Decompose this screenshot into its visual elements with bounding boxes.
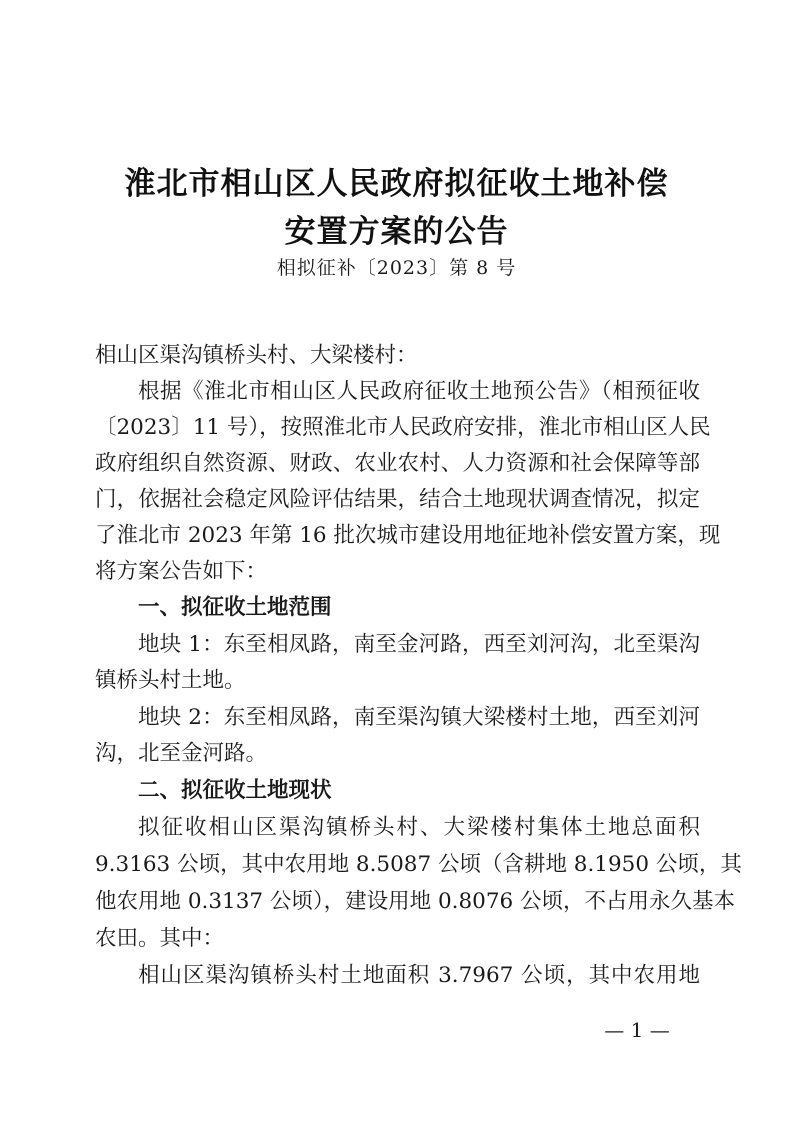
intro-line: 根据《淮北市相山区人民政府征收土地预公告》（相预征收 bbox=[138, 379, 700, 404]
status-line: 他农用地 0.3137 公顷），建设用地 0.8076 公顷，不占用永久基本 bbox=[95, 889, 736, 914]
plot-1-line: 镇桥头村土地。 bbox=[95, 668, 246, 693]
section-1-heading: 一、拟征收土地范围 bbox=[138, 595, 332, 620]
document-number: 相拟征补〔2023〕第 8 号 bbox=[276, 257, 517, 279]
status-detail-line: 相山区渠沟镇桥头村土地面积 3.7967 公顷，其中农用地 bbox=[138, 963, 700, 988]
intro-line: 〔2023〕11 号），按照淮北市人民政府安排，淮北市相山区人民 bbox=[95, 415, 711, 440]
intro-line: 门，依据社会稳定风险评估结果，结合土地现状调查情况，拟定 bbox=[95, 487, 700, 512]
plot-2-line: 沟，北至金河路。 bbox=[95, 741, 268, 766]
page-number: — 1 — bbox=[604, 1018, 670, 1042]
section-2-heading: 二、拟征收土地现状 bbox=[138, 778, 332, 803]
addressee: 相山区渠沟镇桥头村、大梁楼村： bbox=[95, 343, 418, 368]
status-line: 9.3163 公顷，其中农用地 8.5087 公顷（含耕地 8.1950 公顷，其 bbox=[95, 852, 742, 877]
intro-line: 将方案公告如下： bbox=[95, 559, 268, 584]
intro-line: 政府组织自然资源、财政、农业农村、人力资源和社会保障等部 bbox=[95, 451, 700, 476]
status-line: 农田。其中： bbox=[95, 926, 225, 951]
plot-1-line: 地块 1：东至相凤路，南至金河路，西至刘河沟，北至渠沟 bbox=[138, 632, 700, 657]
document-title-line-1: 淮北市相山区人民政府拟征收土地补偿 bbox=[124, 166, 669, 202]
status-line: 拟征收相山区渠沟镇桥头村、大梁楼村集体土地总面积 bbox=[138, 815, 700, 840]
document-title-line-2: 安置方案的公告 bbox=[284, 214, 509, 250]
intro-line: 了淮北市 2023 年第 16 批次城市建设用地征地补偿安置方案，现 bbox=[95, 523, 721, 548]
plot-2-line: 地块 2：东至相凤路，南至渠沟镇大梁楼村土地，西至刘河 bbox=[138, 705, 700, 730]
